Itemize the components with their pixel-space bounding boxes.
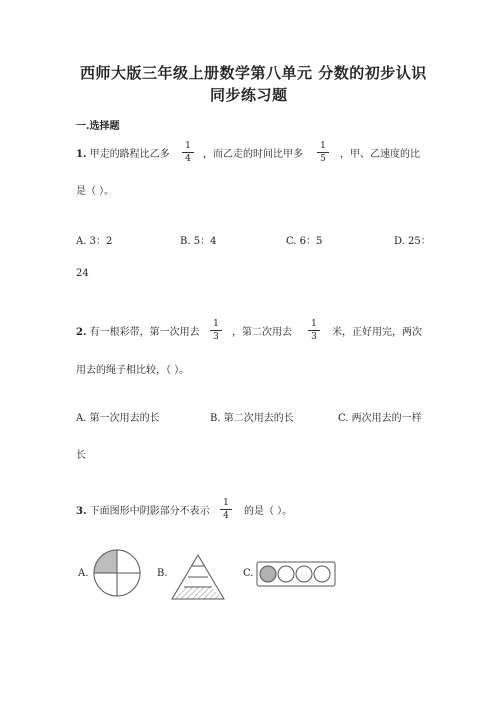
question-2-text-b: ，第二次用去 <box>232 327 292 338</box>
question-2-fraction-2: 1 3 <box>308 319 320 342</box>
question-1-fraction-2: 1 5 <box>317 141 329 164</box>
question-3-line1 <box>76 502 210 517</box>
figure-b-shaded-band <box>174 587 222 599</box>
figure-c-label[interactable]: C. <box>243 568 254 579</box>
question-1-option-d-wrap: 24 <box>76 268 89 279</box>
figure-a-label[interactable]: A. <box>78 568 89 579</box>
question-2-option-b[interactable]: B. 第二次用去的长 <box>210 413 294 424</box>
question-1-text-b: ，而乙走的时间比甲多 <box>203 149 303 160</box>
question-3-text-b: 的是（ ）。 <box>244 506 293 517</box>
figure-a-circle-diagram <box>92 548 142 598</box>
question-2-fraction-1: 1 3 <box>210 319 222 342</box>
question-1-line2: 是（ ）。 <box>76 186 115 197</box>
question-2-option-c[interactable]: C. 两次用去的一样 <box>338 413 422 424</box>
question-2-option-c-wrap: 长 <box>76 450 86 461</box>
question-2-number: 2. <box>76 327 87 338</box>
question-1-text-a: 甲走的路程比乙多 <box>89 149 170 160</box>
figure-c-circles-diagram <box>256 561 336 587</box>
question-1-line1 <box>76 145 170 160</box>
question-2-line1 <box>76 323 200 338</box>
section-header: 一.选择题 <box>76 121 120 132</box>
question-1-option-d[interactable]: D. 25： <box>394 236 431 247</box>
question-1-text-c: ，甲、乙速度的比 <box>340 149 420 160</box>
question-2-text-c: 米，正好用完，两次 <box>332 327 422 338</box>
page-title-line2: 同步练习题 <box>210 86 288 104</box>
page-title-line1: 西师大版三年级上册数学第八单元 分数的初步认识 <box>80 64 427 82</box>
question-3-text-a: 下面图形中阴影部分不表示 <box>89 506 210 517</box>
question-2-option-a[interactable]: A. 第一次用去的长 <box>76 413 160 424</box>
figure-c-shaded-circle <box>260 566 276 582</box>
question-1-option-a[interactable]: A. 3：2 <box>76 236 113 247</box>
figure-b-label[interactable]: B. <box>157 568 168 579</box>
question-1-option-c[interactable]: C. 6：5 <box>286 236 323 247</box>
question-3-fraction-1: 1 4 <box>220 498 232 521</box>
question-1-option-b[interactable]: B. 5：4 <box>180 236 217 247</box>
question-3-number: 3. <box>76 506 87 517</box>
question-2-line2: 用去的绳子相比较，（ ）。 <box>76 365 190 376</box>
question-2-text-a: 有一根彩带，第一次用去 <box>89 327 200 338</box>
question-1-number: 1. <box>76 149 87 160</box>
figure-b-triangle-diagram <box>170 553 226 601</box>
question-1-fraction-1: 1 4 <box>182 141 194 164</box>
